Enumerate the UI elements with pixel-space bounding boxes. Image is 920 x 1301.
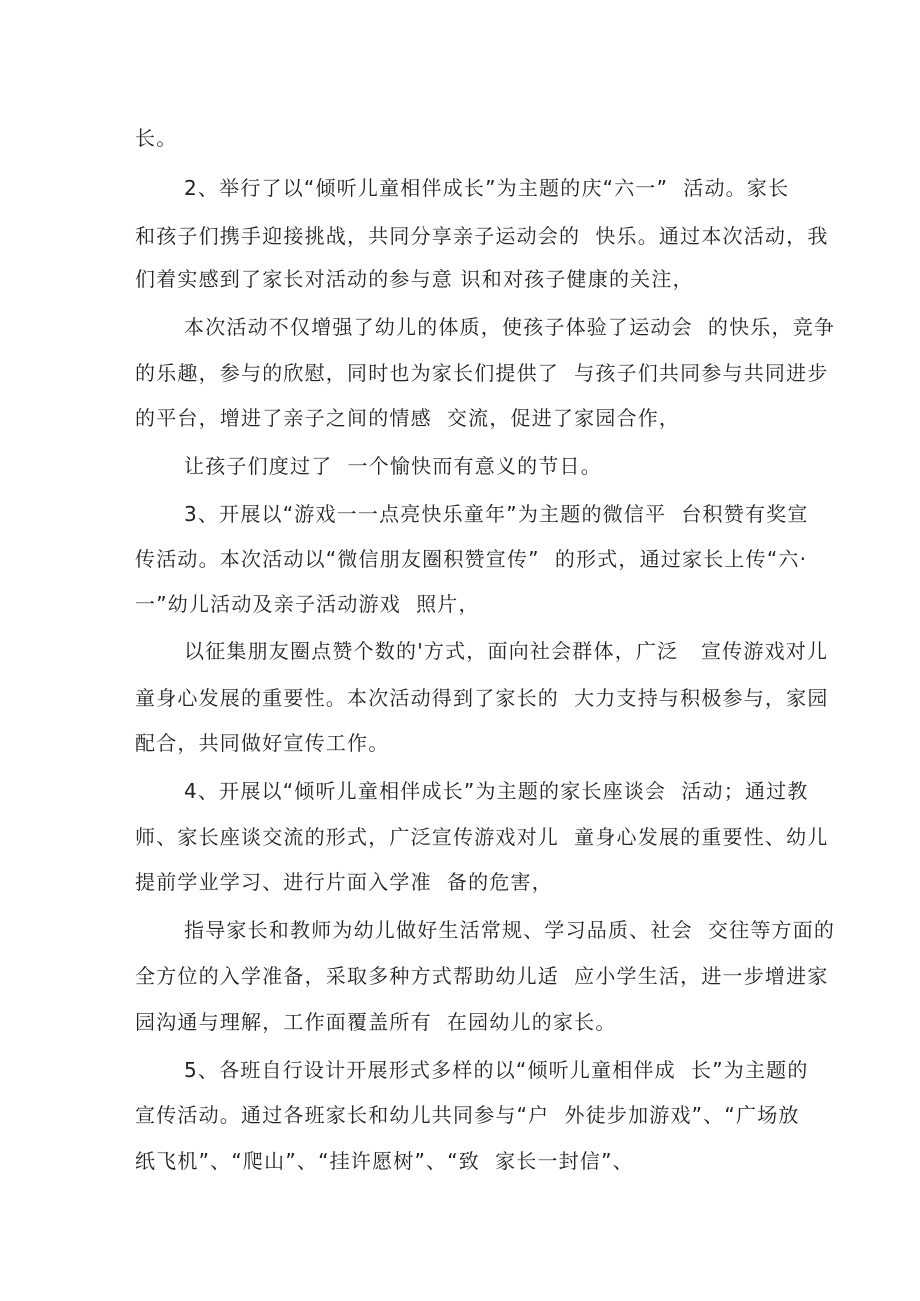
text-line-22: 宣传活动。通过各班家长和幼儿共同参与“户 外徒步加游戏”、“广场放 bbox=[135, 1103, 800, 1127]
text-line-14: 配合，共同做好宣传工作。 bbox=[135, 731, 390, 755]
text-line-21: 5、各班自行设计开展形式多样的以“倾听儿童相伴成 长”为主题的 bbox=[184, 1058, 809, 1082]
text-line-1: 长。 bbox=[135, 126, 178, 150]
text-line-23: 纸飞机”、“爬山”、“挂许愿树”、“致 家长一封信”、 bbox=[135, 1149, 634, 1173]
text-line-15: 4、开展以“倾听儿童相伴成长”为主题的家长座谈会 活动；通过教 bbox=[184, 779, 809, 803]
text-line-7: 的平台，增进了亲子之间的情感 交流，促进了家园合作， bbox=[135, 406, 681, 430]
text-line-3: 和孩子们携手迎接挑战，共同分享亲子运动会的 快乐。通过本次活动，我 bbox=[135, 224, 829, 248]
text-line-20: 园沟通与理解，工作面覆盖所有 在园幼儿的家长。 bbox=[135, 1010, 617, 1034]
text-line-19: 全方位的入学准备，采取多种方式帮助幼儿适 应小学生活，进一步增进家 bbox=[135, 964, 829, 988]
text-line-12: 以征集朋友圈点赞个数的'方式，面向社会群体，广泛 宣传游戏对儿 bbox=[184, 639, 829, 663]
text-line-16: 师、家长座谈交流的形式，广泛宣传游戏对儿 童身心发展的重要性、幼儿 bbox=[135, 825, 829, 849]
text-line-5: 本次活动不仅增强了幼儿的体质，使孩子体验了运动会 的快乐，竞争 bbox=[184, 315, 836, 339]
text-line-9: 3、开展以“游戏一一点亮快乐童年”为主题的微信平 台积赞有奖宣 bbox=[184, 502, 809, 526]
text-line-11: 一”幼儿活动及亲子活动游戏 照片， bbox=[135, 592, 480, 616]
text-line-18: 指导家长和教师为幼儿做好生活常规、学习品质、社会 交往等方面的 bbox=[184, 918, 836, 942]
text-line-13: 童身心发展的重要性。本次活动得到了家长的 大力支持与积极参与，家园 bbox=[135, 686, 829, 710]
text-line-2: 2、举行了以“倾听儿童相伴成长”为主题的庆“六一” 活动。家长 bbox=[184, 176, 790, 200]
text-line-4: 们着实感到了家长对活动的参与意 识和对孩子健康的关注， bbox=[135, 267, 694, 291]
text-line-10: 传活动。本次活动以“微信朋友圈积赞宣传” 的形式，通过家长上传“六· bbox=[135, 547, 808, 571]
text-line-6: 的乐趣，参与的欣慰，同时也为家长们提供了 与孩子们共同参与共同进步 bbox=[135, 361, 829, 385]
text-line-17: 提前学业学习、进行片面入学准 备的危害， bbox=[135, 870, 553, 894]
text-line-8: 让孩子们度过了 一个愉快而有意义的节日。 bbox=[184, 454, 602, 478]
